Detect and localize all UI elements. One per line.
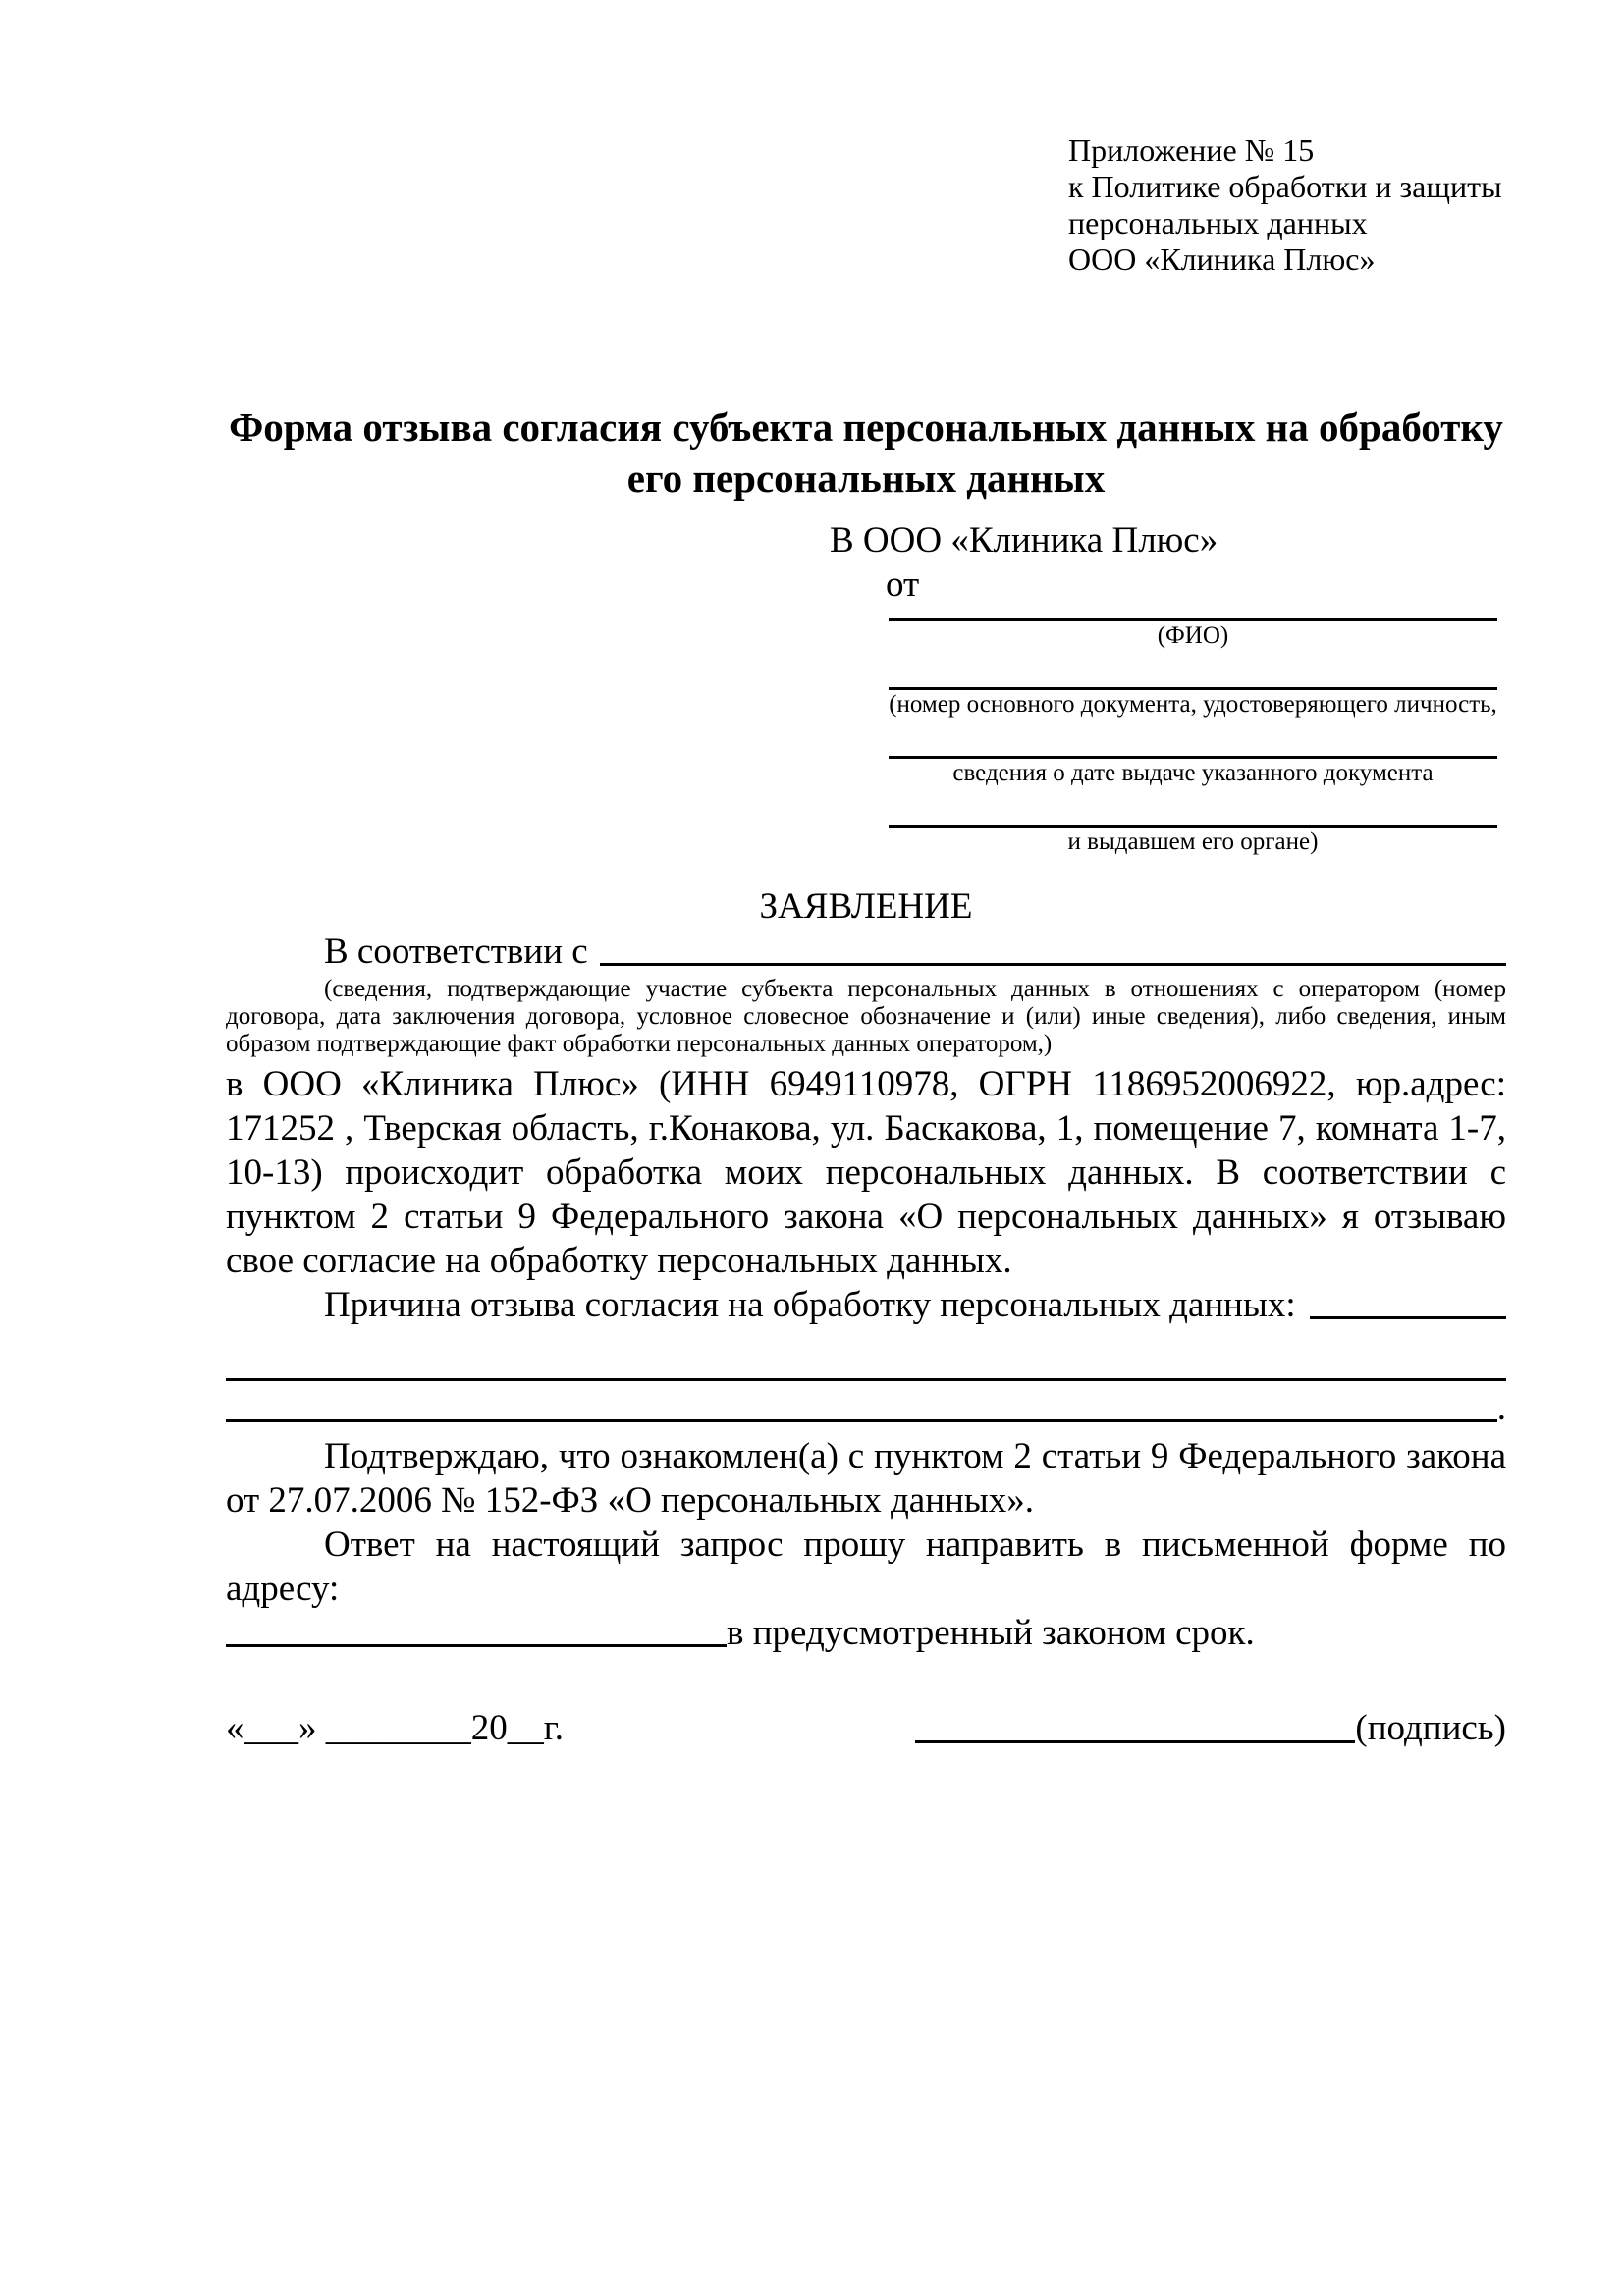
signature-group	[915, 1706, 1506, 1751]
document-title-line1: Форма отзыва согласия субъекта персональных данных на обработку	[229, 404, 1503, 450]
reason-label: Причина отзыва согласия на обработку персональных данных:	[324, 1285, 1296, 1325]
doc-number-caption: (номер основного документа, удостоверяющего личность,	[889, 691, 1497, 718]
reason-blank-line-2	[226, 1337, 1506, 1381]
fio-blank-line	[889, 607, 1497, 621]
fio-caption: (ФИО)	[1157, 622, 1229, 649]
doc-number-blank-line	[889, 675, 1497, 690]
reason-line	[226, 1283, 1506, 1327]
document-title-line2: его персональных данных	[626, 455, 1106, 501]
header-line: ООО «Клиника Плюс»	[1068, 241, 1376, 277]
issue-org-blank-line	[889, 813, 1497, 828]
addressee-to: В ООО «Клиника Плюс»	[830, 520, 1218, 561]
blank-line-terminator: .	[1496, 1388, 1506, 1428]
statement-body-paragraph: в ООО «Клиника Плюс» (ИНН 6949110978, ОГРН 1186952006922, юр.адрес: 171252 , Тверская область, г.Конакова, ул. Баскакова, 1, помещение 7, комната 1-7, 10-13) происходит обработка моих персональных данных. В соответствии с пунктом 2 статьи 9 Федерального закона «О персональных данных» я отзываю свое согласие на обработку персональных данных.	[226, 1064, 1506, 1281]
header-line: персональных данных	[1068, 205, 1368, 240]
date-line: «___» ________20__г.	[226, 1708, 565, 1748]
confirmation-paragraph: Подтверждаю, что ознакомлен(а) с пунктом 2 статьи 9 Федерального закона от 27.07.2006 № 152-ФЗ «О персональных данных».	[226, 1436, 1506, 1521]
issue-date-blank-line	[889, 744, 1497, 759]
intro-line	[226, 930, 1506, 974]
appendix-header	[1068, 133, 1506, 278]
intro-prefix: В соответствии с	[324, 932, 588, 972]
reason-blank-line-3	[226, 1381, 1506, 1430]
header-line: Приложение № 15	[1068, 133, 1315, 168]
addressee-fields	[889, 607, 1497, 857]
reason-blank-line-3-rule	[226, 1390, 1497, 1422]
reason-blank-line	[1310, 1287, 1506, 1319]
fio-field	[889, 607, 1497, 651]
issue-org-field	[889, 813, 1497, 857]
response-request-line: Ответ на настоящий запрос прошу направить в письменной форме по адресу:	[226, 1524, 1506, 1609]
addressee-from: от	[886, 564, 920, 605]
signature-caption: (подпись)	[1355, 1708, 1506, 1748]
response-address-line	[226, 1611, 1506, 1655]
statement-heading: ЗАЯВЛЕНИЕ	[759, 886, 973, 927]
issue-org-caption: и выдавшем его органе)	[1067, 828, 1319, 855]
signature-blank-line	[915, 1711, 1355, 1743]
signature-row	[226, 1706, 1506, 1751]
issue-date-field	[889, 744, 1497, 788]
doc-number-field	[889, 675, 1497, 720]
response-suffix: в предусмотренный законом срок.	[727, 1613, 1255, 1653]
response-address-blank-line	[226, 1615, 727, 1647]
header-line: к Политике обработки и защиты	[1068, 169, 1502, 204]
addressee-block	[830, 518, 1506, 857]
document-title	[226, 401, 1506, 504]
issue-date-caption: сведения о дате выдаче указанного документа	[952, 760, 1434, 786]
intro-blank-line	[600, 934, 1506, 966]
intro-footnote: (сведения, подтверждающие участие субъекта персональных данных в отношениях с оператором (номер договора, дата заключения договора, условное словесное обозначение и (или) иные сведения), либо сведения, иным образом подтверждающие факт обработки персональных данных оператором,)	[226, 976, 1506, 1057]
